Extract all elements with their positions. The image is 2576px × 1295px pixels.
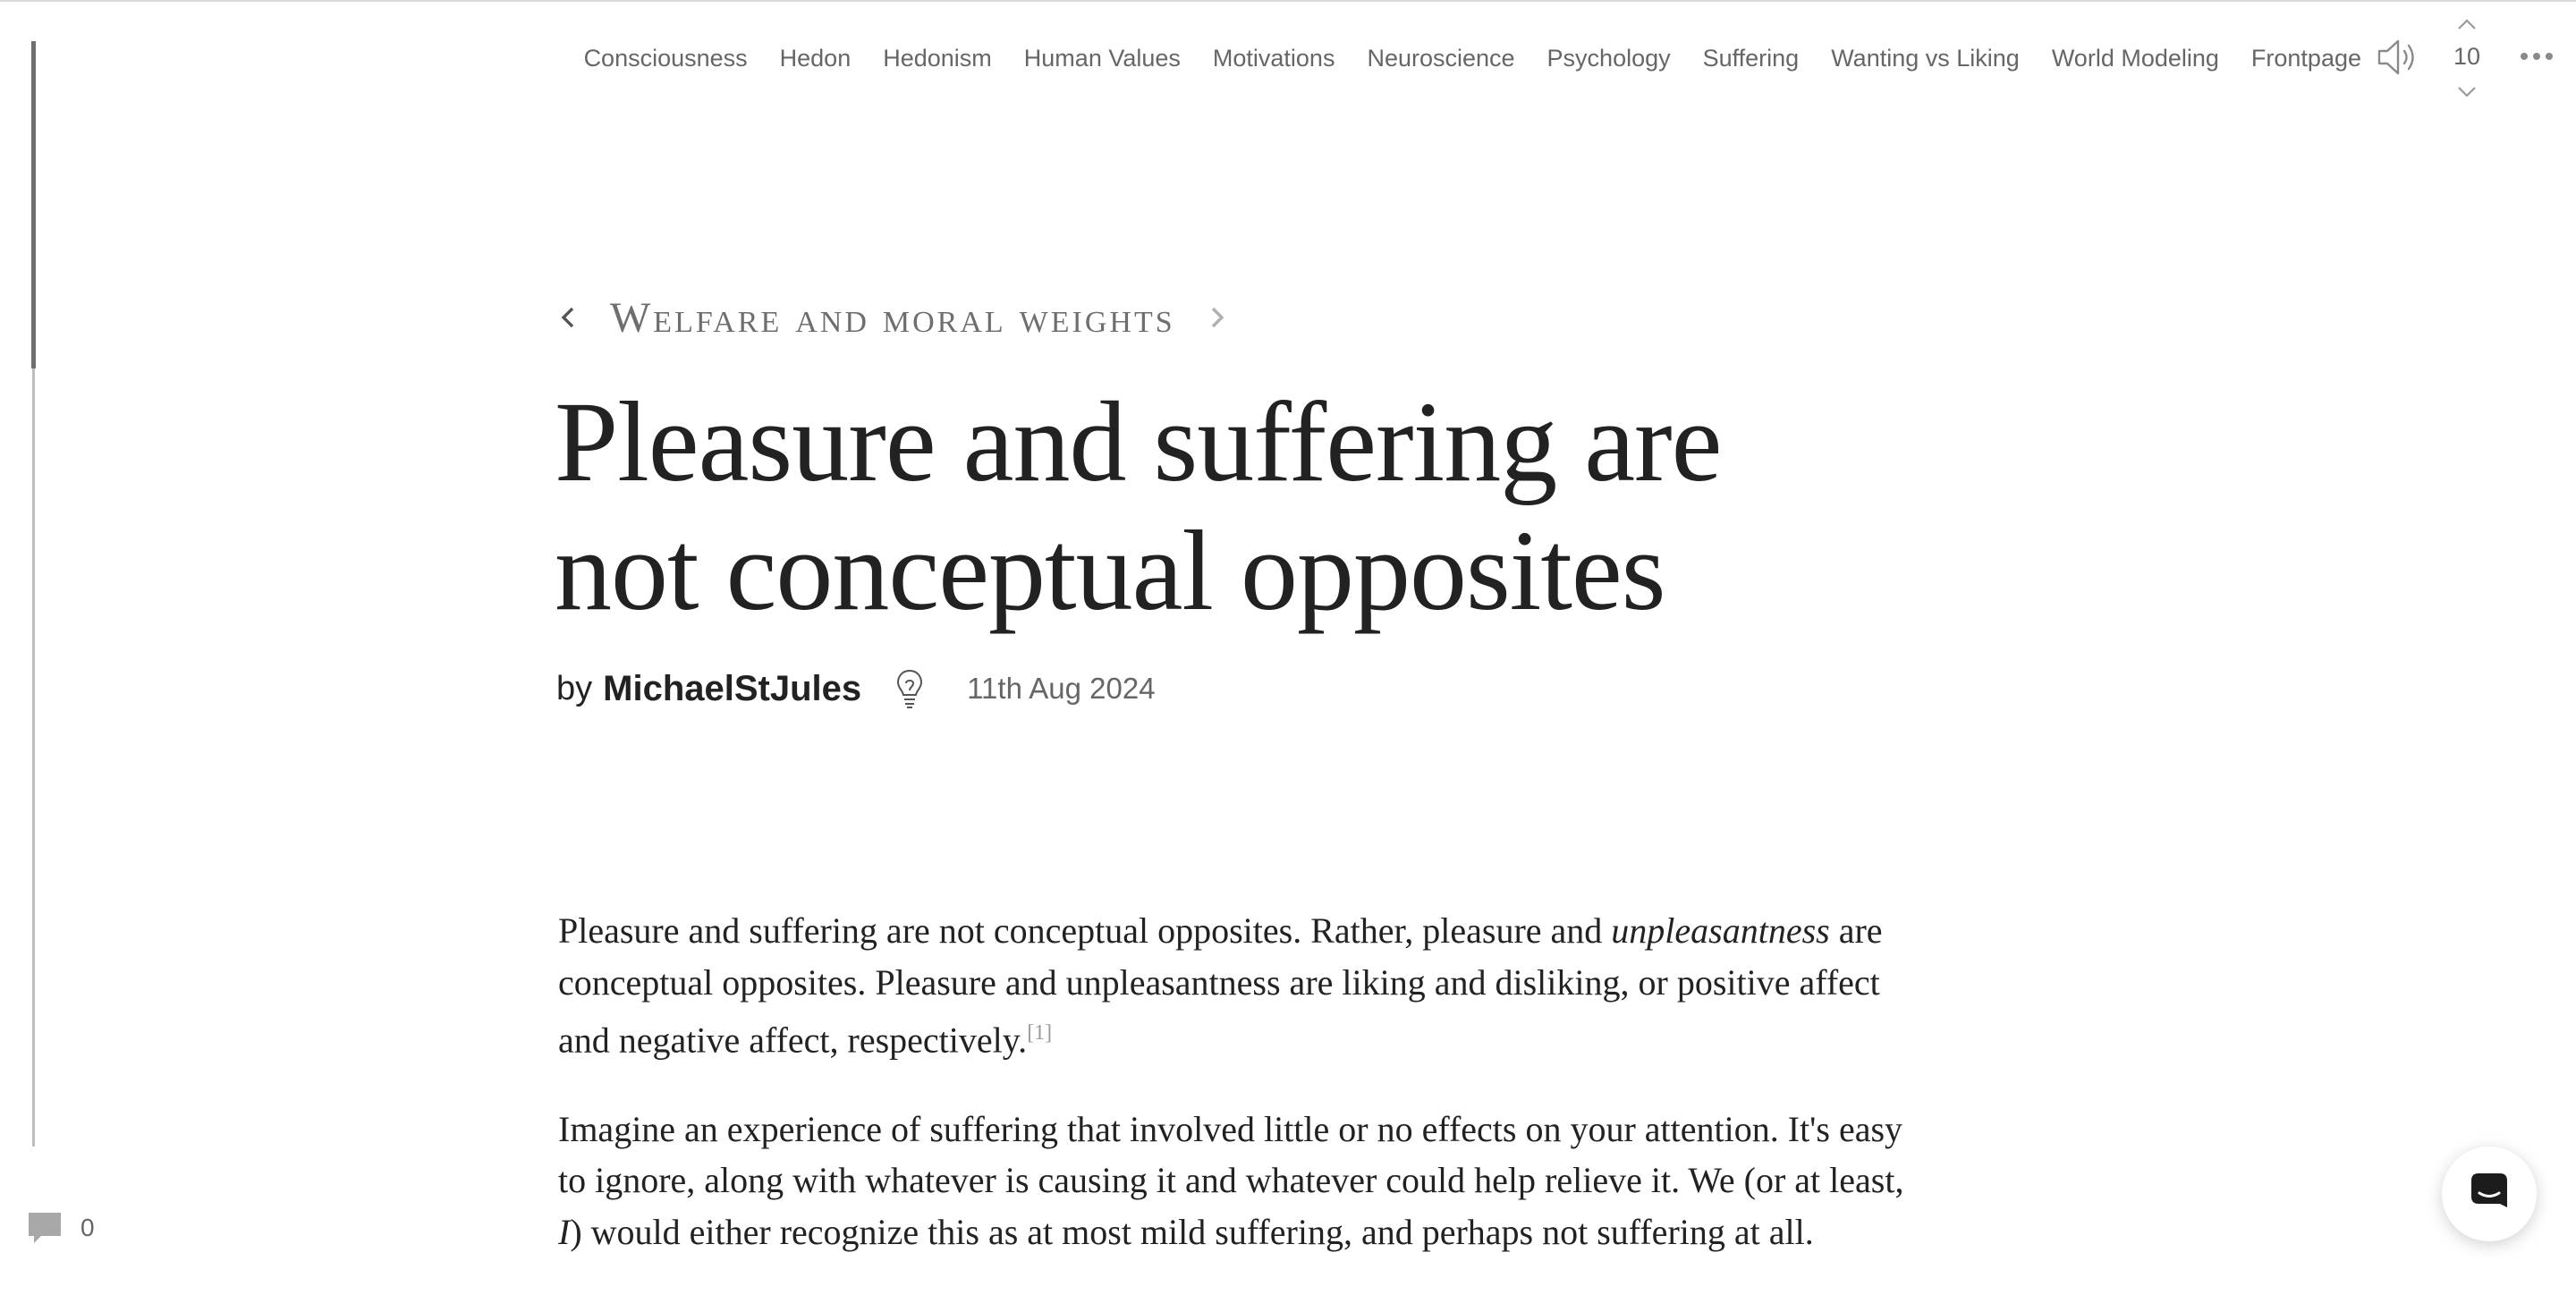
sequence-title[interactable]: Welfare and moral weights (610, 293, 1175, 342)
paragraph (558, 1104, 1918, 1258)
chevron-left-icon[interactable] (555, 300, 580, 335)
vote-widget (2447, 13, 2487, 107)
sequence-nav (555, 286, 1231, 349)
reading-progress-thumb (31, 41, 36, 368)
text-emphasis: I (558, 1211, 571, 1252)
text-run: are conceptual opposites. Pleasure and unpleasantness are liking and disliking, or positive affect and negative affect, respectively. (558, 910, 1883, 1061)
karma-score: 10 (2453, 43, 2481, 70)
ellipsis-icon[interactable] (2519, 43, 2555, 70)
tag-frontpage[interactable]: Frontpage (2250, 44, 2361, 72)
chat-bubble-icon (2468, 1172, 2511, 1216)
chevron-up-icon[interactable] (2457, 18, 2477, 30)
comment-icon (27, 1211, 63, 1245)
byline (556, 662, 1156, 715)
tag-human-values[interactable]: Human Values (1023, 44, 1181, 72)
tag-hedonism[interactable]: Hedonism (883, 44, 992, 72)
footnote-link[interactable]: [1] (1027, 1021, 1053, 1045)
tag-suffering[interactable]: Suffering (1702, 44, 1800, 72)
chat-button[interactable] (2442, 1147, 2537, 1241)
post-date[interactable]: 11th Aug 2024 (967, 672, 1156, 705)
lightbulb-icon (894, 667, 926, 710)
speaker-icon[interactable] (2374, 34, 2420, 80)
tag-world-modeling[interactable]: World Modeling (2051, 44, 2219, 72)
post-body (558, 905, 1918, 1295)
chevron-down-icon[interactable] (2457, 86, 2477, 98)
tag-wanting-vs-liking[interactable]: Wanting vs Liking (1831, 44, 2020, 72)
tag-consciousness[interactable]: Consciousness (583, 44, 748, 72)
paragraph (558, 905, 1918, 1066)
top-border (0, 0, 2576, 2)
tag-hedon[interactable]: Hedon (779, 44, 852, 72)
text-run: Pleasure and suffering are not conceptual opposites. Rather, pleasure and (558, 910, 1612, 951)
author-link[interactable]: MichaelStJules (603, 668, 862, 708)
comments-button[interactable] (27, 1209, 95, 1247)
by-label: by (556, 669, 593, 707)
text-emphasis: unpleasantness (1611, 910, 1830, 951)
post-title: Pleasure and suffering are not conceptual opposites (555, 378, 1722, 634)
tag-motivations[interactable]: Motivations (1212, 44, 1335, 72)
tag-list (0, 38, 2361, 79)
tag-neuroscience[interactable]: Neuroscience (1367, 44, 1515, 72)
tag-psychology[interactable]: Psychology (1546, 44, 1671, 72)
text-run: ) would either recognize this as at most mild suffering, and perhaps not suffering at all. (570, 1211, 1814, 1252)
comments-count: 0 (80, 1214, 95, 1241)
chevron-right-icon[interactable] (1206, 300, 1231, 335)
text-run: Imagine an experience of suffering that involved little or no effects on your attention. It's easy to ignore, along with whatever is causing it and whatever could help relieve it. We (or at least, (558, 1108, 1904, 1201)
